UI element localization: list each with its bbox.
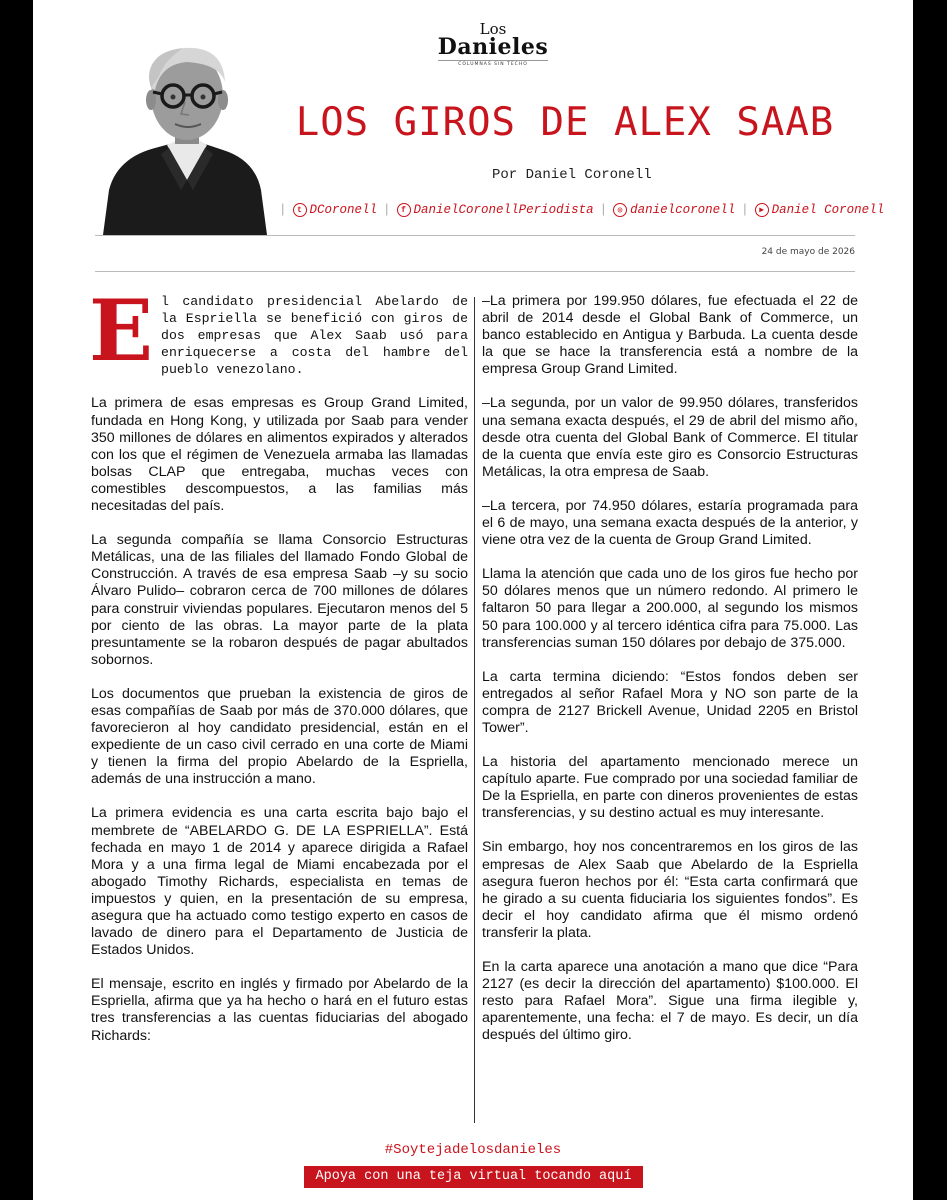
divider: | [279,203,287,217]
social-links [279,199,885,221]
body-paragraph: La primera evidencia es una carta escrita bajo bajo el membrete de “ABELARDO G. DE LA ESPRIELLA”. Está fechada en mayo 1 de 2014 y aparece dirigida a Rafael Mora y a una firma legal de Miami encabezada por el abogado Timothy Richards, especialista en temas de impuestos y quien, en la presentación de su empresa, asegura que ha actuado como testigo experto en casos de lavado de dinero para el Departamento de Justicia de Estados Unidos. [91,805,468,959]
body-paragraph: –La primera por 199.950 dólares, fue efectuada el 22 de abril de 2014 desde el Global Bank of Commerce, un banco establecido en Antigua y Barbuda. La cuenta desde la que se hace la transferencia está a nombre de la empresa Group Grand Limited. [482,293,858,378]
support-button[interactable]: Apoya con una teja virtual tocando aquí [304,1166,643,1188]
body-paragraph: En la carta aparece una anotación a mano que dice “Para 2127 (es decir la dirección del apartamento) $100.000. El resto para Rafael Mora”. Sigue una firma ilegible y, aparentemente, una fecha: el 7 de mayo. Es decir, un día después del último giro. [482,959,858,1044]
lead-paragraph [89,281,468,380]
brand-los: Los [479,20,507,38]
body-paragraph: Sin embargo, hoy nos concentraremos en los giros de las empresas de Alex Saab que Abelardo de la Espriella asegura fueron hechos por él: “Esta carta confirmará que he girado a su cuenta fiduciaria los siguientes fondos”. Es decir el hoy candidato afirma que él mismo ordenó transferir la plata. [482,839,858,941]
social-link-instagram[interactable] [613,203,735,217]
right-column [482,293,858,1061]
body-paragraph: Llama la atención que cada uno de los giros fue hecho por 50 dólares menos que un número redondo. Al primero le faltaron 50 para llegar a 200.000, al segundo los mismos 50 para 100.000 y al tercero idéntica cifra para 75.000. Las transferencias suman 150 dólares por debajo de 375.000. [482,566,858,651]
social-label: DanielCoronellPeriodista [413,203,594,217]
facebook-icon: f [397,203,411,217]
publish-date: 24 de mayo de 2026 [761,247,855,257]
body-paragraph: El mensaje, escrito en inglés y firmado por Abelardo de la Espriella, afirma que ya ha hecho o hará en el futuro estas tres transferencias a las cuentas fiduciarias del abogado Richards: [91,976,468,1044]
social-link-facebook[interactable] [397,203,594,217]
brand-name: Danieles [437,34,549,60]
body-paragraph: La primera de esas empresas es Group Grand Limited, fundada en Hong Kong, y utilizada por Saab para vender 350 millones de dólares en alimentos expirados y alterados con los que el régimen de Venezuela armaba las llamadas bolsas CLAP que entregaba, muchas veces con comestibles descompuestos, a las familias más necesitadas del país. [91,395,468,515]
social-label: Daniel Coronell [771,203,885,217]
byline: Por Daniel Coronell [492,167,652,183]
social-label: DCoronell [309,203,378,217]
body-paragraph: –La tercera, por 74.950 dólares, estaría programada para el 6 de mayo, una semana exacta después de la anterior, y viene otra vez de la cuenta de Group Grand Limited. [482,497,858,549]
body-paragraph: –La segunda, por un valor de 99.950 dólares, transferidos una semana exacta después, el 29 de abril del mismo año, desde otra cuenta del Global Bank of Commerce. El titular de la cuenta que envía este giro es Consorcio Estructuras Metálicas, la otra empresa de Saab. [482,395,858,480]
lead-text: l candidato presidencial Abelardo de la Espriella se benefició con giros de dos empresas que Alex Saab usó para enriquecerse a costa del hambre del pueblo venezolano. [161,294,468,378]
youtube-icon: ▶ [755,203,769,217]
body-paragraph: La carta termina diciendo: “Estos fondos deben ser entregados al señor Rafael Mora y NO son parte de la compra de 2127 Brickell Avenue, Unidad 2205 en Bristol Tower”. [482,668,858,736]
column-divider [474,297,475,1123]
header-rule [95,235,855,236]
brand-tagline: COLUMNAS SIN TECHO [438,60,548,67]
body-paragraph: La historia del apartamento mencionado merece un capítulo aparte. Fue comprado por una sociedad familiar de De la Espriella, en parte con dineros provenientes de estas transferencias, y su destino actual es muy interesante. [482,754,858,822]
body-paragraph: Los documentos que prueban la existencia de giros de esas compañías de Saab por más de 370.000 dólares, que favorecieron al hoy candidato presidencial, están en el expediente de un caso civil cerrado en una corte de Miami y tienen la firma del propio Abelardo de la Espriella, además de una instrucción a mano. [91,685,468,788]
social-link-twitter[interactable] [293,203,378,217]
instagram-icon: ◎ [613,203,627,217]
left-column [89,281,468,1062]
social-label: danielcoronell [630,203,736,217]
article-title: LOS GIROS DE ALEX SAAB [295,100,835,145]
body-top-rule [95,271,855,272]
twitter-icon: t [293,203,307,217]
divider: | [741,203,749,217]
hashtag-link[interactable]: #Soytejadelosdanieles [384,1142,562,1158]
drop-cap: E [89,281,154,380]
article-page [33,0,913,1200]
body-paragraph: La segunda compañía se llama Consorcio Estructuras Metálicas, una de las filiales del llamado Fondo Global de Construcción. A través de esa empresa Saab –y su socio Álvaro Pulido– cobraron cerca de 700 millones de dólares para construir viviendas populares. Ejecutaron menos del 5 por ciento de las obras. La mayor parte de la plata presuntamente se la robaron después de pagar abultados sobornos. [91,532,468,668]
divider: | [383,203,391,217]
brand-logo[interactable] [428,22,558,67]
divider: | [599,203,608,217]
social-link-youtube[interactable] [755,203,885,217]
author-portrait [95,30,275,235]
